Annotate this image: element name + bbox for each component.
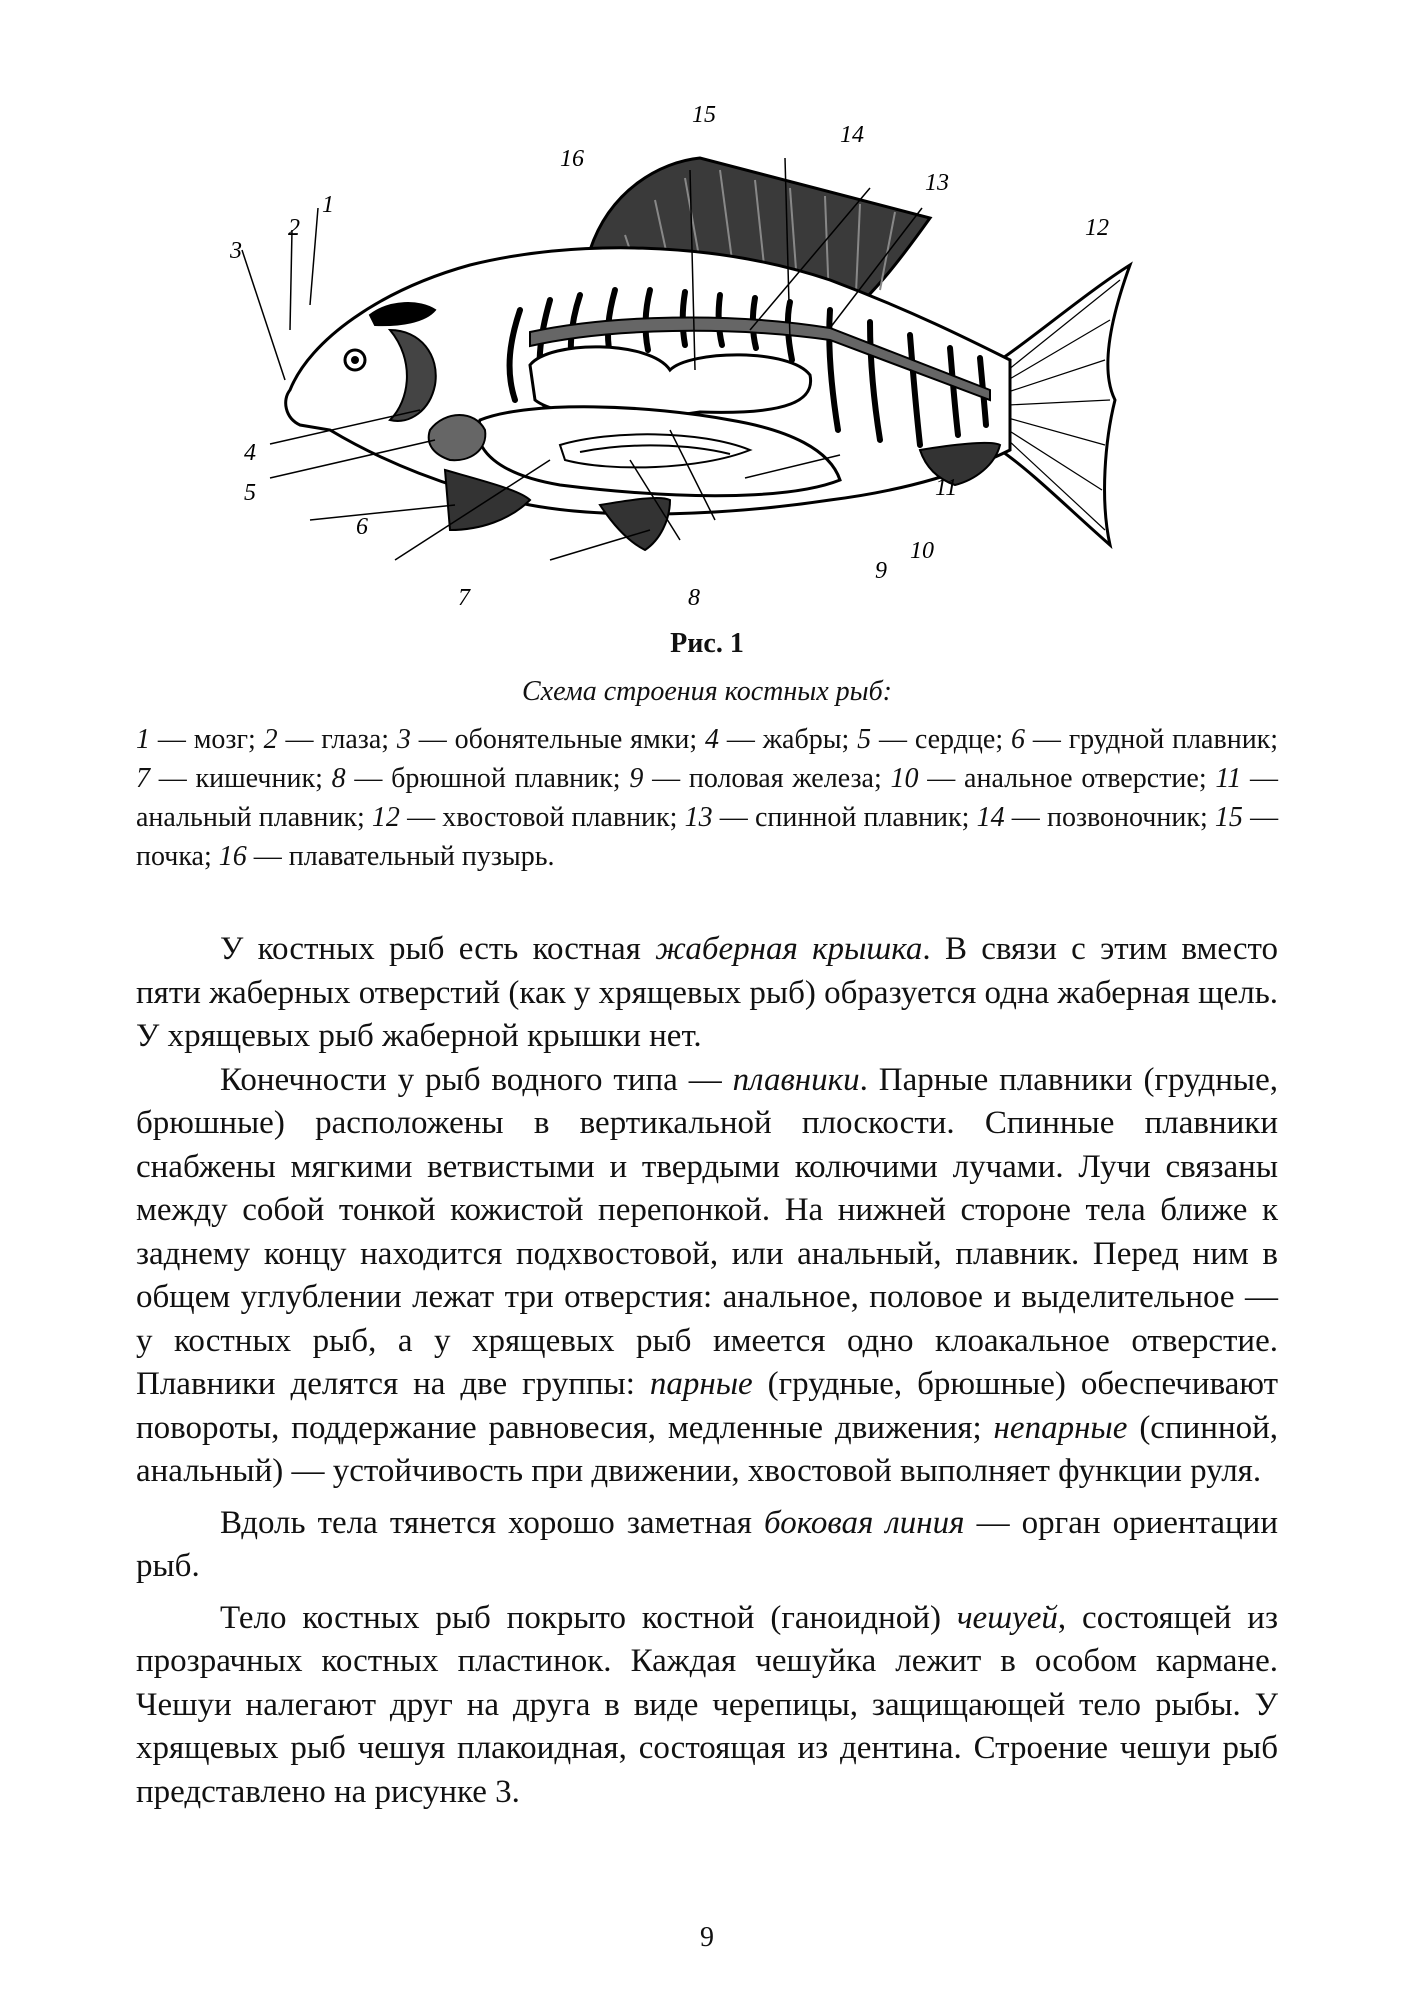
callout-15: 15 xyxy=(692,102,716,128)
legend-text: половая железа xyxy=(688,763,874,794)
legend-separator: — xyxy=(246,841,289,872)
legend-delimiter: ; xyxy=(669,802,685,833)
italic-term: парные xyxy=(649,1366,753,1402)
legend-text: брюшной плавник xyxy=(391,763,613,794)
legend-delimiter: ; xyxy=(315,763,332,794)
callout-9: 9 xyxy=(875,558,887,584)
figure-subtitle: Схема строения костных рыб: xyxy=(521,676,892,707)
legend-delimiter: ; xyxy=(961,802,977,833)
legend-text: позвоночник xyxy=(1046,802,1200,833)
callout-11: 11 xyxy=(935,475,958,501)
legend-separator: — xyxy=(712,802,755,833)
legend-number: 3 xyxy=(396,724,411,755)
callout-13: 13 xyxy=(925,170,949,196)
text-run: , состоящей из прозрачных костных пластинок. Каждая чешуйка лежит в особом кармане. Чешуи налегают друг на друга в виде черепицы, защищающей тело рыбы. У хрящевых рыб чешуя плакоидная, состоящая из дентина. Строение чешуи рыб представлено на рисунке 3. xyxy=(136,1599,1278,1810)
legend-delimiter: . xyxy=(547,841,555,872)
callout-7: 7 xyxy=(458,585,470,611)
legend-separator: — xyxy=(410,724,455,755)
fish-anatomy-figure xyxy=(230,100,1190,620)
text-run: — орган ориентации рыб. xyxy=(136,1504,1278,1584)
legend-text: грудной плавник xyxy=(1068,724,1271,755)
callout-12: 12 xyxy=(1085,215,1109,241)
figure-legend xyxy=(136,720,1278,876)
callout-10: 10 xyxy=(910,538,934,564)
callout-4: 4 xyxy=(244,440,256,466)
legend-number: 4 xyxy=(704,724,719,755)
italic-term: непарные xyxy=(993,1409,1128,1446)
italic-term: плавники xyxy=(732,1061,860,1098)
legend-text: кишечник xyxy=(195,763,316,794)
paragraph xyxy=(136,1059,1278,1494)
callout-16: 16 xyxy=(560,146,584,172)
text-run: . В связи с этим вместо пяти жаберных отверстий (как у хрящевых рыб) образуется одна жаберная щель. У хрящевых рыб жаберной крышки нет. xyxy=(136,931,1278,1054)
legend-delimiter: ; xyxy=(689,724,705,755)
callout-5: 5 xyxy=(244,480,256,506)
legend-delimiter: ; xyxy=(356,802,372,833)
legend-delimiter: ; xyxy=(1198,763,1216,794)
callout-14: 14 xyxy=(840,122,864,148)
italic-term: боковая линия xyxy=(764,1504,965,1541)
legend-text: хвостовой плавник xyxy=(442,802,670,833)
legend-delimiter: ; xyxy=(203,841,219,872)
text-run: Вдоль тела тянется хорошо заметная xyxy=(220,1504,765,1541)
heart xyxy=(429,415,486,460)
callout-2: 2 xyxy=(288,215,300,241)
paragraph xyxy=(136,928,1278,1059)
italic-term: жаберная крышка xyxy=(655,931,923,967)
legend-number: 1 xyxy=(136,724,150,755)
callout-8: 8 xyxy=(688,585,700,611)
legend-number: 16 xyxy=(218,841,247,872)
legend-separator: — xyxy=(1024,724,1069,755)
legend-number: 12 xyxy=(371,802,400,833)
legend-number: 5 xyxy=(857,724,872,755)
legend-delimiter: ; xyxy=(1270,724,1279,755)
legend-delimiter: ; xyxy=(1199,802,1215,833)
text-run: (спинной, анальный) — устойчивость при движении, хвостовой выполняет функции руля. xyxy=(136,1409,1279,1489)
legend-separator: — xyxy=(1241,763,1279,794)
legend-separator: — xyxy=(150,763,196,794)
legend-separator: — xyxy=(399,802,443,833)
legend-separator: — xyxy=(345,763,392,794)
paragraph xyxy=(136,1597,1278,1815)
legend-separator: — xyxy=(871,724,915,755)
legend-number: 14 xyxy=(976,802,1005,833)
legend-separator: — xyxy=(277,724,322,755)
legend-number: 8 xyxy=(331,763,346,794)
legend-delimiter: ; xyxy=(841,724,858,755)
legend-separator: — xyxy=(643,763,689,794)
italic-term: чешуей xyxy=(956,1599,1058,1636)
legend-separator: — xyxy=(1004,802,1047,833)
page-number: 9 xyxy=(700,1922,714,1953)
legend-separator: — xyxy=(918,763,965,794)
legend-separator: — xyxy=(150,724,194,755)
legend-delimiter: ; xyxy=(247,724,264,755)
legend-text: глаза xyxy=(321,724,382,755)
text-run: (грудные, брюшные) обеспечивают повороты, поддержание равновесия, медленные движения; xyxy=(136,1366,1278,1446)
legend-text: жабры xyxy=(762,724,842,755)
text-run: Конечности у рыб водного типа — xyxy=(220,1061,733,1098)
legend-delimiter: ; xyxy=(995,724,1011,755)
text-run: У костных рыб есть костная xyxy=(220,931,656,967)
legend-text: сердце xyxy=(914,724,996,755)
legend-delimiter: ; xyxy=(873,763,891,794)
callout-6: 6 xyxy=(356,514,368,540)
legend-number: 7 xyxy=(136,763,150,794)
legend-text: мозг xyxy=(193,724,248,755)
body-text xyxy=(136,928,1278,1814)
callout-1: 1 xyxy=(322,192,334,218)
legend-delimiter: ; xyxy=(612,763,630,794)
fish-diagram xyxy=(230,100,1190,620)
legend-text: анальное отверстие xyxy=(964,763,1199,794)
callout-3: 3 xyxy=(230,238,242,264)
legend-delimiter: ; xyxy=(381,724,397,755)
figure-title: Рис. 1 xyxy=(670,628,744,659)
legend-text: анальный плавник xyxy=(136,802,357,833)
legend-number: 2 xyxy=(263,724,278,755)
legend-text: почка xyxy=(136,841,204,872)
legend-number: 9 xyxy=(629,763,644,794)
legend-text: обонятельные ямки xyxy=(454,724,690,755)
legend-text: плавательный пузырь xyxy=(288,841,548,872)
legend-number: 13 xyxy=(684,802,713,833)
legend-text: спинной плавник xyxy=(754,802,962,833)
text-run: Тело костных рыб покрыто костной (ганоидной) xyxy=(220,1599,957,1636)
legend-number: 6 xyxy=(1010,724,1025,755)
legend-separator: — xyxy=(1242,802,1279,833)
paragraph xyxy=(136,1502,1278,1589)
text-run: . Парные плавники (грудные, брюшные) расположены в вертикальной плоскости. Спинные плавники снабжены мягкими ветвистыми и твердыми колючими лучами. Лучи связаны между собой тонкой кожистой перепонкой. На нижней стороне тела ближе к заднему концу находится подхвостовой, или анальный, плавник. Перед ним в общем углублении лежат три отверстия: анальное, половое и выделительное — у костных рыб, а у хрящевых рыб имеется одно клоакальное отверстие. Плавники делятся на две группы: xyxy=(136,1061,1278,1402)
legend-number: 10 xyxy=(890,763,919,794)
legend-separator: — xyxy=(718,724,763,755)
legend-number: 15 xyxy=(1214,802,1243,833)
legend-number: 11 xyxy=(1215,763,1242,794)
